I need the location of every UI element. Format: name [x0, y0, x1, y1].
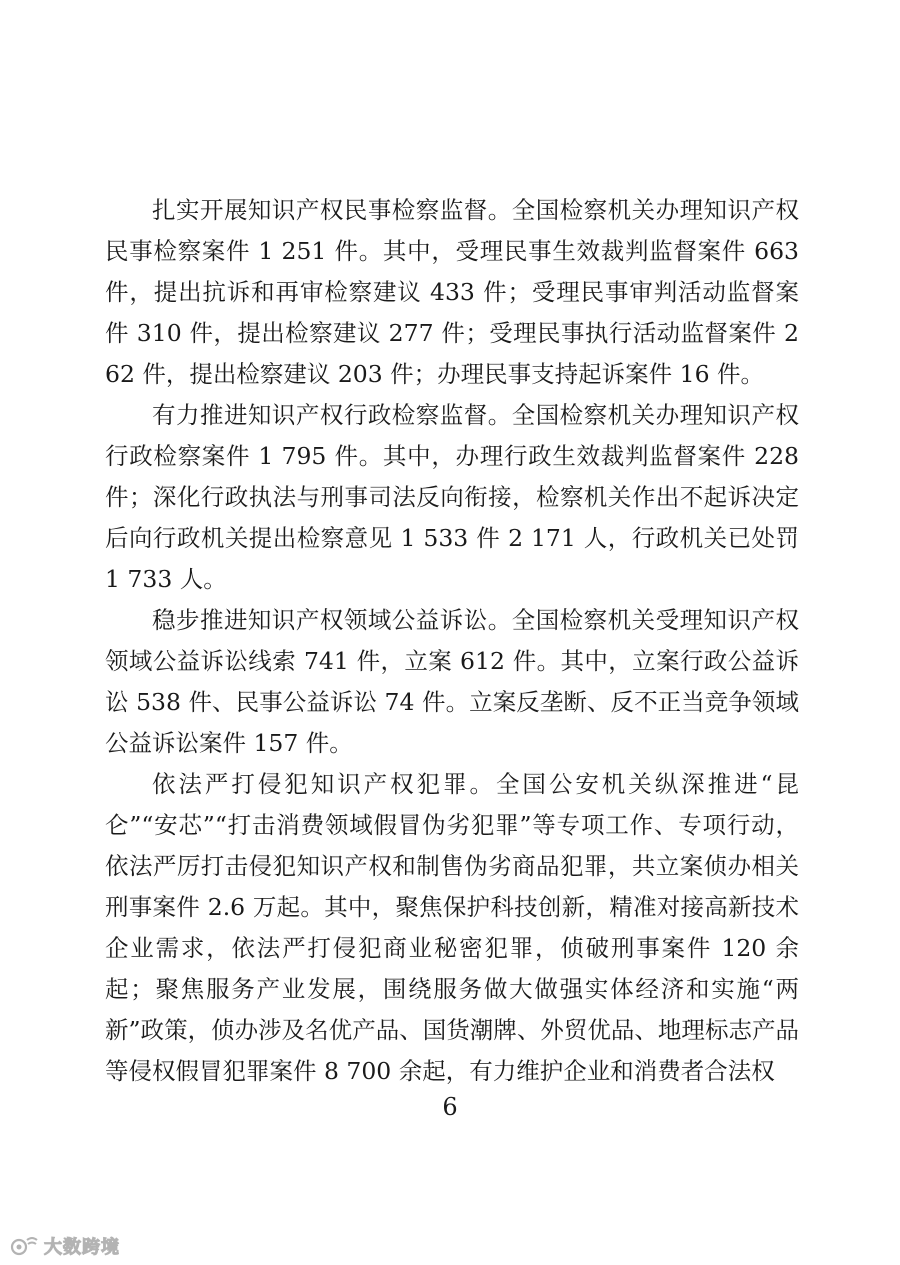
document-body — [105, 190, 799, 1092]
paragraph-criminal-crackdown: 依法严打侵犯知识产权犯罪。全国公安机关纵深推进“昆仑”“安芯”“打击消费领域假冒伪劣犯罪”等专项工作、专项行动，依法严厉打击侵犯知识产权和制售伪劣商品犯罪，共立案侦办相关刑事案件 2.6 万起。其中，聚焦保护科技创新，精准对接高新技术企业需求，依法严打侵犯商业秘密犯罪，侦破刑事案件 120 余起；聚焦服务产业发展，围绕服务做大做强实体经济和实施“两新”政策，侦办涉及名优产品、国货潮牌、外贸优品、地理标志产品等侵权假冒犯罪案件 8 700 余起，有力维护企业和消费者合法权 — [105, 770, 799, 1085]
logo-mark-icon — [10, 1234, 40, 1258]
watermark-text: 大数跨境 — [44, 1237, 120, 1258]
paragraph-civil-supervision: 扎实开展知识产权民事检察监督。全国检察机关办理知识产权民事检察案件 1 251 件。其中，受理民事生效裁判监督案件 663 件，提出抗诉和再审检察建议 433 件；受理民事审判活动监督案件 310 件，提出检察建议 277 件；受理民事执行活动监督案件 262 件，提出检察建议 203 件；办理民事支持起诉案件 16 件。 — [105, 196, 799, 388]
watermark — [10, 1233, 120, 1259]
page-number: 6 — [442, 1093, 458, 1121]
paragraph-administrative-supervision: 有力推进知识产权行政检察监督。全国检察机关办理知识产权行政检察案件 1 795 件。其中，办理行政生效裁判监督案件 228 件；深化行政执法与刑事司法反向衔接，检察机关作出不起诉决定后向行政机关提出检察意见 1 533 件 2 171 人，行政机关已处罚 1 733 人。 — [105, 401, 799, 593]
paragraph-public-interest-litigation: 稳步推进知识产权领域公益诉讼。全国检察机关受理知识产权领域公益诉讼线索 741 件，立案 612 件。其中，立案行政公益诉讼 538 件、民事公益诉讼 74 件。立案反垄断、反不正当竞争领域公益诉讼案件 157 件。 — [105, 606, 799, 757]
